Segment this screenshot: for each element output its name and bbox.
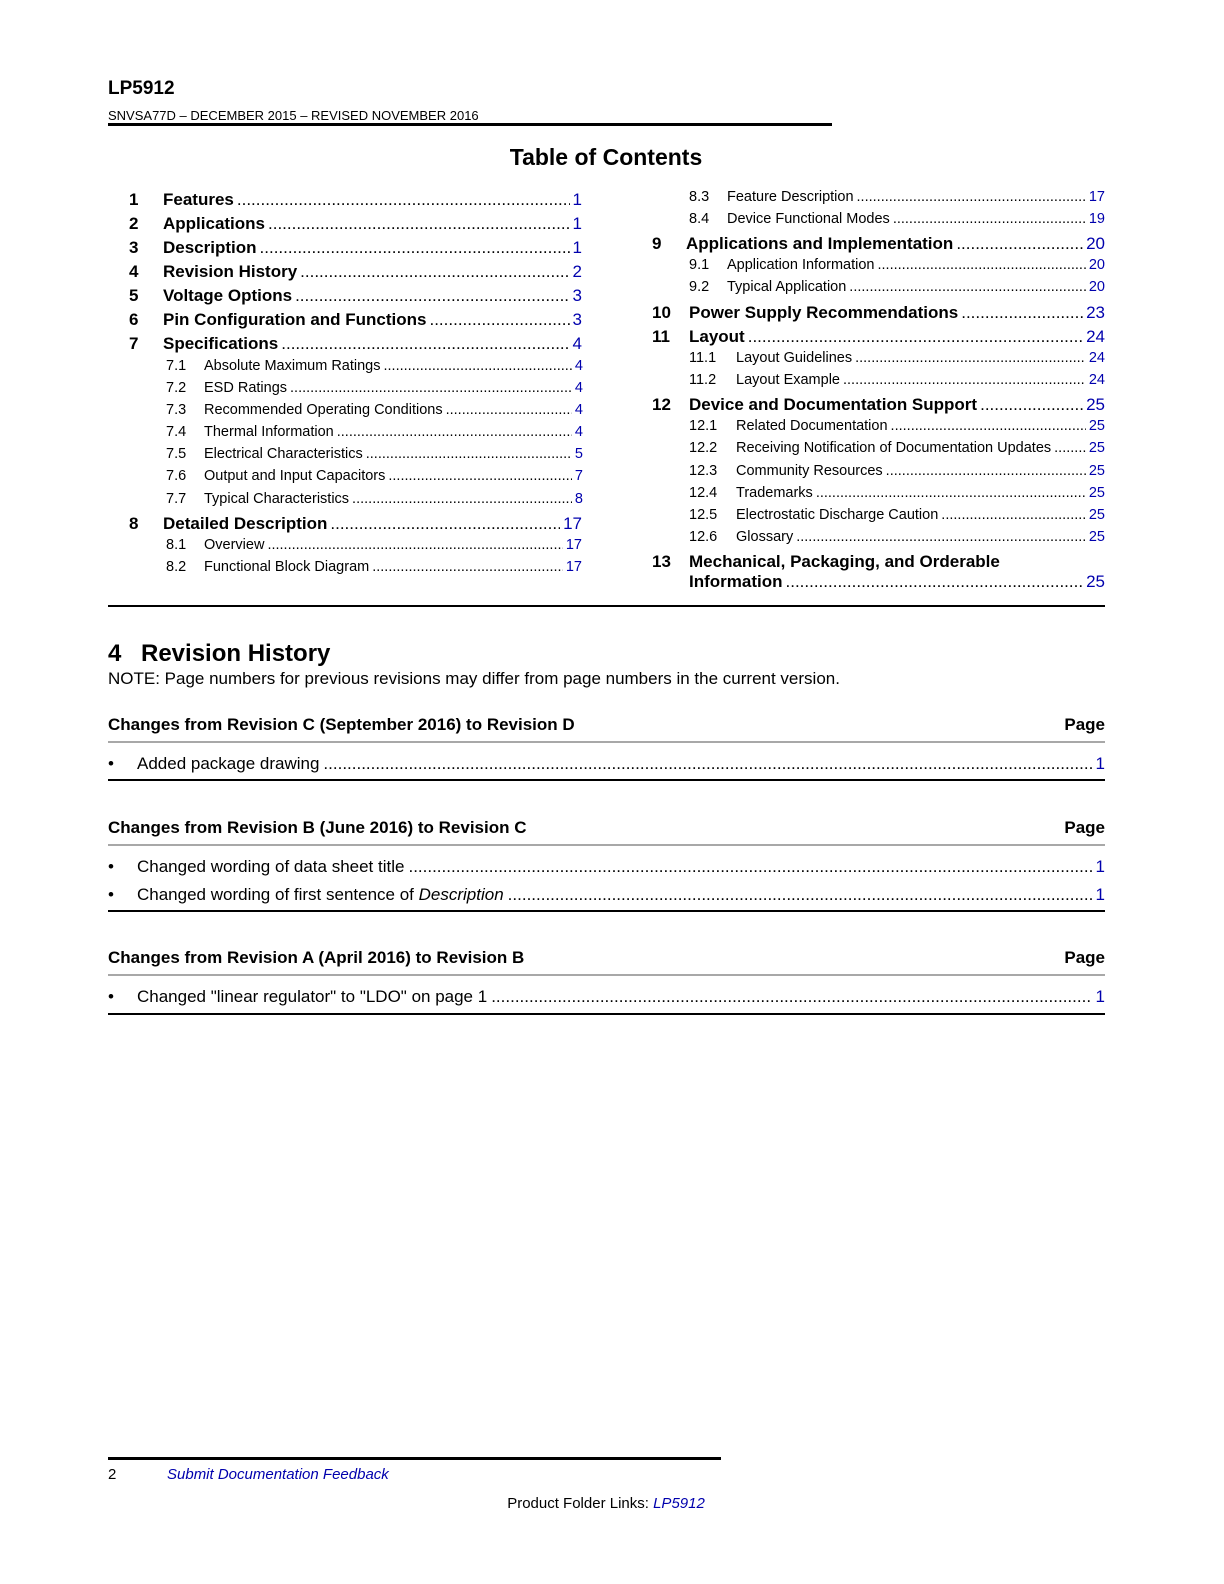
dot-leader [893, 212, 1086, 227]
toc-entry-page[interactable]: 7 [574, 468, 583, 484]
toc-entry-title: Feature Description [727, 189, 854, 205]
toc-entry-number: 8.1 [166, 537, 187, 553]
toc-entry[interactable] [689, 373, 1105, 388]
toc-entry-title: Pin Configuration and Functions [163, 310, 427, 329]
change-text [137, 755, 319, 772]
toc-entry-page[interactable]: 17 [565, 559, 582, 575]
dot-leader [446, 403, 572, 418]
toc-entry-page[interactable]: 2 [572, 262, 582, 281]
page-number: 2 [108, 1466, 117, 1483]
bullet-icon: • [108, 754, 114, 773]
change-text-main: Changed wording of first sentence of [137, 885, 419, 904]
dot-leader [408, 858, 1091, 875]
section-title: Revision History [141, 640, 331, 667]
toc-entry-number: 12.2 [689, 440, 718, 456]
header-rule [108, 123, 832, 126]
toc-entry[interactable] [652, 553, 1105, 570]
toc-entry-title: ESD Ratings [204, 380, 288, 396]
toc-entry-title: Electrical Characteristics [204, 446, 363, 462]
group-bottom-rule [108, 1013, 1105, 1015]
toc-entry-title: Applications and Implementation [686, 234, 954, 253]
toc-entry[interactable] [166, 381, 583, 396]
toc-entry-title: Power Supply Recommendations [689, 303, 959, 322]
toc-entry[interactable] [129, 311, 582, 328]
toc-entry-title: Information [689, 572, 783, 591]
toc-entry[interactable] [689, 190, 1105, 205]
toc-entry-title: Device Functional Modes [727, 211, 890, 227]
toc-entry-page[interactable]: 8 [574, 491, 583, 507]
toc-entry-title: Typical Characteristics [204, 491, 350, 507]
bullet-icon: • [108, 987, 114, 1006]
dot-leader [429, 311, 569, 328]
page-column-label: Page [1064, 715, 1105, 734]
toc-entry-page[interactable]: 24 [1088, 372, 1105, 388]
dot-leader [267, 538, 562, 553]
toc-entry-title: Thermal Information [204, 424, 334, 440]
toc-entry[interactable] [652, 328, 1105, 345]
dot-leader [508, 886, 1092, 903]
toc-entry-number: 6 [129, 310, 139, 329]
toc-entry-number: 11.1 [689, 350, 717, 366]
document-id: SNVSA77D – DECEMBER 2015 – REVISED NOVEMBER 2016 [108, 108, 479, 123]
dot-leader [352, 492, 572, 507]
toc-entry-title: Community Resources [736, 463, 883, 479]
toc-entry-title: Recommended Operating Conditions [204, 402, 443, 418]
dot-leader [290, 381, 572, 396]
dot-leader [491, 988, 1091, 1005]
toc-entry[interactable] [166, 492, 583, 507]
change-text-main: Changed "linear regulator" to "LDO" on page 1 [137, 987, 488, 1006]
change-item [108, 755, 1105, 772]
toc-entry-page[interactable]: 25 [1088, 463, 1105, 479]
toc-entry[interactable] [129, 515, 582, 532]
dot-leader [330, 515, 560, 532]
dot-leader [849, 280, 1086, 295]
toc-entry-number: 7.5 [166, 446, 187, 462]
toc-entry-number: 8.4 [689, 211, 710, 227]
toc-entry[interactable] [689, 508, 1105, 523]
dot-leader [372, 560, 563, 575]
dot-leader [300, 263, 569, 280]
change-page-link[interactable]: 1 [1095, 754, 1105, 773]
change-group-title: Changes from Revision B (June 2016) to Revision C [108, 818, 527, 837]
toc-entry-page[interactable]: 24 [1086, 327, 1105, 346]
dot-leader [796, 530, 1086, 545]
toc-entry-number: 12 [652, 395, 671, 414]
toc-entry-title: Application Information [727, 257, 875, 273]
bullet-icon: • [108, 857, 114, 876]
toc-entry-page[interactable]: 4 [574, 402, 583, 418]
change-text-main: Added package drawing [137, 754, 320, 773]
section-number: 4 [108, 640, 122, 667]
toc-entry[interactable] [689, 486, 1105, 501]
toc-entry[interactable] [689, 280, 1105, 295]
dot-leader [748, 328, 1083, 345]
toc-entry-number: 7.6 [166, 468, 187, 484]
toc-entry-page[interactable]: 1 [572, 190, 582, 209]
dot-leader [323, 755, 1091, 772]
toc-entry[interactable] [652, 304, 1105, 321]
toc-entry-page[interactable]: 25 [1088, 440, 1105, 456]
toc-entry-number: 7.4 [166, 424, 187, 440]
toc-entry-number: 9 [652, 234, 662, 253]
toc-entry-number: 8 [129, 514, 139, 533]
toc-entry[interactable] [689, 530, 1105, 545]
toc-entry-page[interactable]: 20 [1088, 279, 1105, 295]
toc-entry-page[interactable]: 24 [1088, 350, 1105, 366]
product-folder-links [0, 1495, 1212, 1512]
toc-entry-page[interactable]: 20 [1088, 257, 1105, 273]
dot-leader [237, 191, 570, 208]
toc-entry-continuation[interactable] [689, 573, 1105, 590]
dot-leader [941, 508, 1086, 523]
dot-leader [857, 190, 1086, 205]
change-group-header [108, 819, 1105, 836]
toc-entry-number: 2 [129, 214, 139, 233]
toc-entry-page[interactable]: 25 [1088, 485, 1105, 501]
dot-leader [366, 447, 572, 462]
dot-leader [980, 396, 1083, 413]
toc-entry-title: Absolute Maximum Ratings [204, 358, 381, 374]
change-group-header [108, 716, 1105, 733]
toc-entry-number: 1 [129, 190, 139, 209]
dot-leader [786, 573, 1084, 590]
group-bottom-rule [108, 779, 1105, 781]
change-text [137, 988, 487, 1005]
toc-entry-title: Overview [204, 537, 265, 553]
toc-entry-number: 12.6 [689, 529, 718, 545]
change-text-main: Changed wording of data sheet title [137, 857, 405, 876]
change-page-link[interactable]: 1 [1095, 987, 1105, 1006]
toc-entry[interactable] [652, 235, 1105, 252]
toc-entry[interactable] [166, 538, 582, 553]
change-text [137, 858, 404, 875]
toc-entry-page[interactable]: 25 [1088, 418, 1105, 434]
toc-entry[interactable] [129, 263, 582, 280]
dot-leader [295, 287, 569, 304]
toc-entry-number: 9.2 [689, 279, 710, 295]
toc-entry-number: 8.2 [166, 559, 187, 575]
toc-entry-page[interactable]: 3 [572, 310, 582, 329]
toc-entry[interactable] [166, 403, 583, 418]
toc-entry-title: Applications [163, 214, 266, 233]
section-divider [108, 605, 1105, 607]
dot-leader [855, 351, 1086, 366]
toc-entry-title: Detailed Description [163, 514, 328, 533]
dot-leader [878, 258, 1086, 273]
folder-label: Product Folder Links: [507, 1495, 654, 1512]
toc-entry[interactable] [689, 351, 1105, 366]
change-page-link[interactable]: 1 [1095, 857, 1105, 876]
change-item [108, 858, 1105, 875]
dot-leader [891, 419, 1086, 434]
toc-entry[interactable] [689, 441, 1105, 456]
toc-entry-number: 12.1 [689, 418, 718, 434]
toc-entry-page[interactable]: 25 [1086, 395, 1105, 414]
toc-entry-title: Trademarks [736, 485, 813, 501]
dot-leader [281, 335, 569, 352]
toc-entry-title: Glossary [736, 529, 794, 545]
toc-entry-number: 12.3 [689, 463, 718, 479]
toc-entry[interactable] [129, 287, 582, 304]
toc-entry-number: 7.1 [166, 358, 187, 374]
toc-entry[interactable] [129, 239, 582, 256]
change-text-emphasis: Description [418, 885, 504, 904]
header-underline [108, 974, 1105, 976]
toc-entry[interactable] [166, 469, 583, 484]
change-group-header [108, 949, 1105, 966]
toc-entry-page[interactable]: 4 [572, 334, 582, 353]
toc-entry-title: Features [163, 190, 234, 209]
toc-entry-title: Specifications [163, 334, 279, 353]
dot-leader [1054, 441, 1086, 456]
toc-entry[interactable] [689, 212, 1105, 227]
toc-entry-page[interactable]: 1 [572, 238, 582, 257]
toc-entry-number: 7.3 [166, 402, 187, 418]
header-underline [108, 741, 1105, 743]
toc-entry[interactable] [129, 191, 582, 208]
change-item [108, 988, 1105, 1005]
toc-entry-page[interactable]: 17 [1088, 189, 1105, 205]
page-column-label: Page [1064, 948, 1105, 967]
toc-entry-page[interactable]: 4 [574, 358, 583, 374]
toc-entry-number: 12.5 [689, 507, 718, 523]
change-group-title: Changes from Revision C (September 2016) to Revision D [108, 715, 575, 734]
folder-link[interactable]: LP5912 [653, 1495, 705, 1512]
toc-entry-number: 11.2 [689, 372, 717, 388]
dot-leader [886, 464, 1086, 479]
toc-entry-page[interactable]: 23 [1086, 303, 1105, 322]
dot-leader [260, 239, 570, 256]
toc-entry-title: Output and Input Capacitors [204, 468, 386, 484]
dot-leader [388, 469, 572, 484]
toc-entry-title: Layout [689, 327, 745, 346]
change-text [137, 886, 504, 903]
toc-entry-title: Functional Block Diagram [204, 559, 370, 575]
toc-entry-page[interactable]: 25 [1088, 529, 1105, 545]
toc-entry-number: 9.1 [689, 257, 710, 273]
toc-title: Table of Contents [509, 144, 703, 170]
dot-leader [956, 235, 1083, 252]
change-page-link[interactable]: 1 [1095, 885, 1105, 904]
toc-entry-page[interactable]: 5 [574, 446, 583, 462]
toc-entry-page[interactable]: 19 [1088, 211, 1105, 227]
toc-entry[interactable] [166, 359, 583, 374]
toc-entry-title: Revision History [163, 262, 298, 281]
toc-entry[interactable] [689, 464, 1105, 479]
toc-entry-page[interactable]: 4 [574, 424, 583, 440]
page-column-label: Page [1064, 818, 1105, 837]
toc-entry-title: Description [163, 238, 257, 257]
toc-entry-number: 7.2 [166, 380, 187, 396]
change-group-title: Changes from Revision A (April 2016) to Revision B [108, 948, 525, 967]
dot-leader [384, 359, 572, 374]
toc-entry-number: 13 [652, 552, 671, 571]
part-number: LP5912 [108, 78, 175, 99]
toc-entry-title: Receiving Notification of Documentation Updates [736, 440, 1052, 456]
toc-entry-page[interactable]: 20 [1086, 234, 1105, 253]
dot-leader [961, 304, 1083, 321]
bullet-icon: • [108, 885, 114, 904]
change-item [108, 886, 1105, 903]
toc-entry-number: 3 [129, 238, 139, 257]
toc-entry-title: Device and Documentation Support [689, 395, 978, 414]
toc-entry[interactable] [166, 425, 583, 440]
dot-leader [268, 215, 570, 232]
toc-entry-title: Typical Application [727, 279, 847, 295]
toc-entry[interactable] [689, 258, 1105, 273]
header-underline [108, 844, 1105, 846]
revision-note: NOTE: Page numbers for previous revisions may differ from page numbers in the current version. [108, 669, 840, 688]
toc-entry-number: 8.3 [689, 189, 710, 205]
toc-entry-page[interactable]: 17 [563, 514, 582, 533]
toc-entry-number: 4 [129, 262, 139, 281]
toc-entry-title: Layout Guidelines [736, 350, 853, 366]
toc-entry-page[interactable]: 25 [1086, 572, 1105, 591]
toc-entry-page[interactable]: 3 [572, 286, 582, 305]
dot-leader [337, 425, 572, 440]
toc-entry-number: 12.4 [689, 485, 718, 501]
toc-entry[interactable] [166, 560, 582, 575]
toc-entry-page[interactable]: 4 [574, 380, 583, 396]
toc-entry[interactable] [689, 419, 1105, 434]
toc-entry-number: 7 [129, 334, 139, 353]
toc-entry[interactable] [166, 447, 583, 462]
dot-leader [816, 486, 1086, 501]
toc-entry-number: 11 [652, 327, 670, 346]
toc-entry-title: Mechanical, Packaging, and Orderable [689, 552, 1000, 571]
group-bottom-rule [108, 910, 1105, 912]
toc-entry-title: Electrostatic Discharge Caution [736, 507, 939, 523]
toc-entry-number: 10 [652, 303, 671, 322]
feedback-link[interactable]: Submit Documentation Feedback [167, 1466, 389, 1483]
toc-entry[interactable] [652, 396, 1105, 413]
toc-entry-page[interactable]: 1 [572, 214, 582, 233]
toc-entry-page[interactable]: 17 [565, 537, 582, 553]
toc-entry-number: 7.7 [166, 491, 187, 507]
toc-entry-page[interactable]: 25 [1088, 507, 1105, 523]
toc-entry[interactable] [129, 215, 582, 232]
toc-entry-number: 5 [129, 286, 139, 305]
section-heading [108, 640, 330, 668]
footer-rule [108, 1457, 721, 1460]
toc-entry-title: Layout Example [736, 372, 840, 388]
toc-entry-title: Voltage Options [163, 286, 293, 305]
toc-entry[interactable] [129, 335, 582, 352]
toc-entry-title: Related Documentation [736, 418, 888, 434]
dot-leader [843, 373, 1086, 388]
